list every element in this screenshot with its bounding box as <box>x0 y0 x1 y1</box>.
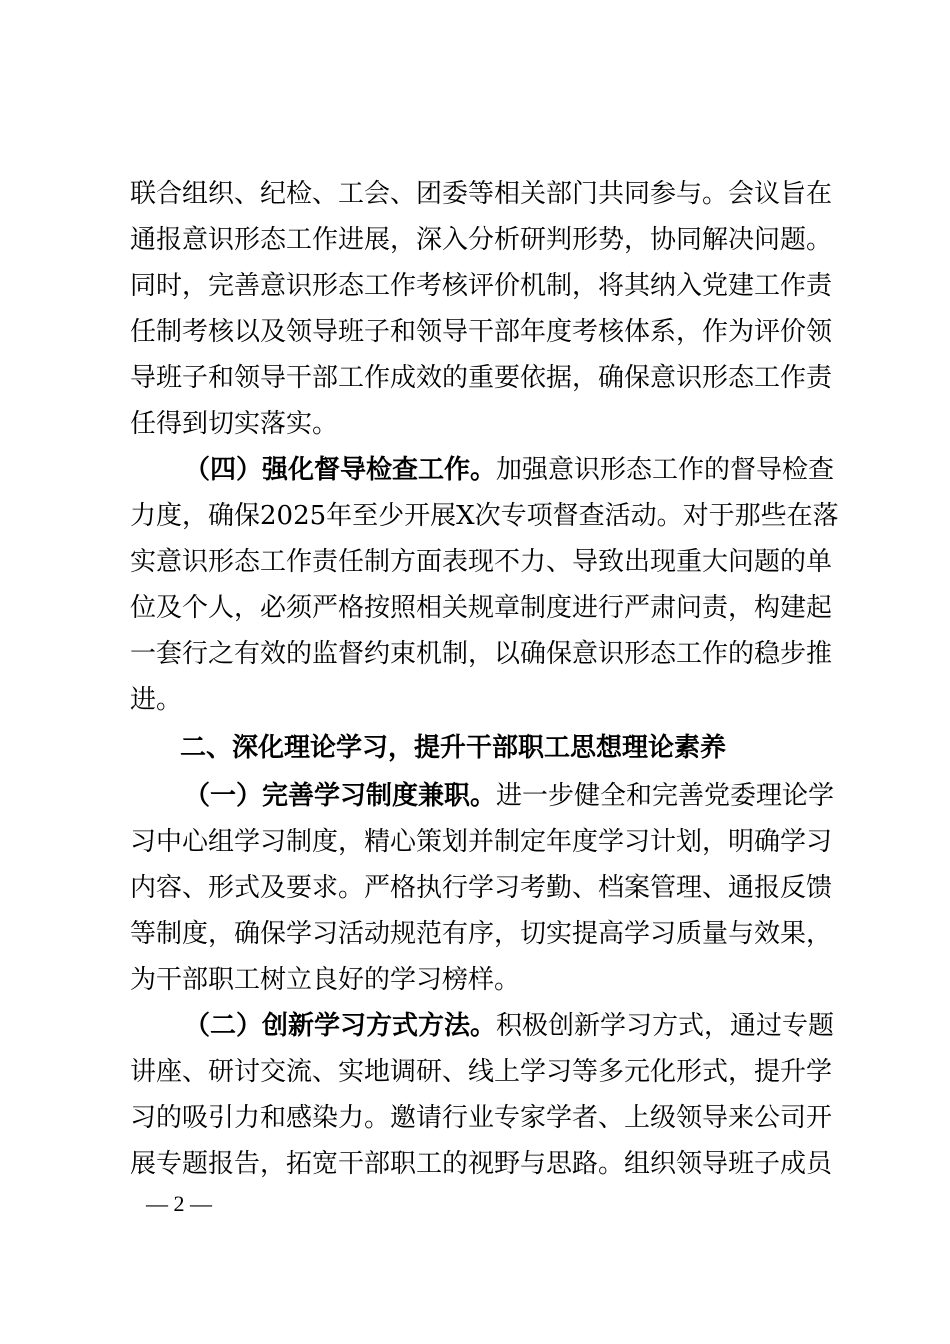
paragraph-line: 实意识形态工作责任制方面表现不力、导致出现重大问题的单 <box>130 547 833 577</box>
paragraph-line: 同时，完善意识形态工作考核评价机制，将其纳入党建工作责 <box>130 271 833 301</box>
paragraph-line: 力度，确保2025年至少开展X次专项督查活动。对于那些在落 <box>130 501 839 531</box>
paragraph-first-line-text: 加强意识形态工作的督导检查 <box>496 455 835 485</box>
paragraph-first-line <box>184 454 835 486</box>
page-number: — 2 — <box>146 1191 212 1216</box>
paragraph-line: 习中心组学习制度，精心策划并制定年度学习计划，明确学习 <box>130 827 833 857</box>
section-heading: 二、深化理论学习，提升干部职工思想理论素养 <box>180 733 727 763</box>
paragraph-line: 讲座、研讨交流、实地调研、线上学习等多元化形式，提升学 <box>130 1057 833 1087</box>
paragraph-lead-title: （四）强化督导检查工作。 <box>184 455 497 485</box>
paragraph-line: 进。 <box>130 685 183 715</box>
paragraph-line: 展专题报告，拓宽干部职工的视野与思路。组织领导班子成员 <box>130 1149 833 1179</box>
paragraph-line: 任制考核以及领导班子和领导干部年度考核体系，作为评价领 <box>130 317 833 347</box>
paragraph-line: 联合组织、纪检、工会、团委等相关部门共同参与。会议旨在 <box>130 179 833 209</box>
paragraph-lead-title: （二）创新学习方式方法。 <box>184 1011 497 1041</box>
paragraph-line: 导班子和领导干部工作成效的重要依据，确保意识形态工作责 <box>130 363 833 393</box>
paragraph-first-line-text: 进一步健全和完善党委理论学 <box>496 781 835 811</box>
paragraph-first-line-text: 积极创新学习方式，通过专题 <box>496 1011 835 1041</box>
paragraph-lead-title: （一）完善学习制度兼职。 <box>184 781 497 811</box>
paragraph-line: 通报意识形态工作进展，深入分析研判形势，协同解决问题。 <box>130 225 833 255</box>
paragraph-first-line <box>184 780 835 812</box>
paragraph-line: 习的吸引力和感染力。邀请行业专家学者、上级领导来公司开 <box>130 1103 833 1133</box>
paragraph-line: 一套行之有效的监督约束机制，以确保意识形态工作的稳步推 <box>130 639 833 669</box>
paragraph-line: 任得到切实落实。 <box>130 409 339 439</box>
paragraph-line: 等制度，确保学习活动规范有序，切实提高学习质量与效果， <box>130 919 833 949</box>
paragraph-first-line <box>184 1010 835 1042</box>
paragraph-line: 为干部职工树立良好的学习榜样。 <box>130 965 521 995</box>
paragraph-line: 内容、形式及要求。严格执行学习考勤、档案管理、通报反馈 <box>130 873 833 903</box>
paragraph-line: 位及个人，必须严格按照相关规章制度进行严肃问责，构建起 <box>130 593 833 623</box>
